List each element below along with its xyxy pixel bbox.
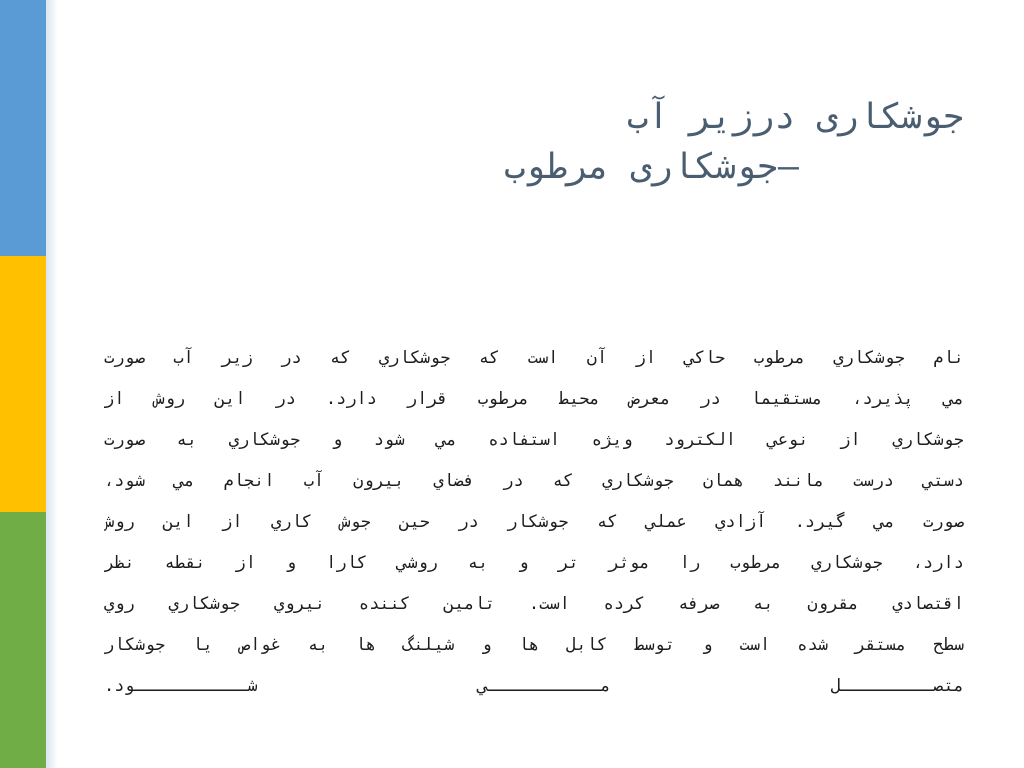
side-bar-shadow xyxy=(46,0,58,768)
body-line: صورت مي گيرد. آزادي عملي كه جوشكار در حين جوش كاري از اين روش xyxy=(104,512,964,532)
side-band-green xyxy=(0,512,46,768)
body-line: دارد، جوشكاري مرطوب را موثر تر و به روشي كارا و از نقطه نظر xyxy=(104,553,964,573)
title-line-2: –جوشکاری مرطوب xyxy=(503,147,799,187)
body-line: مي پذيرد، مستقيما در معرض محيط مرطوب قرار دارد. در اين روش از xyxy=(104,389,964,409)
body-line: دستي درست مانند همان جوشكاري كه در فضاي بيرون آب انجام مي شود، xyxy=(104,471,964,491)
body-line: متصـــــــــل مـــــــــــي شـــــــــــود. xyxy=(104,676,964,696)
decorative-side-bar xyxy=(0,0,46,768)
side-band-blue xyxy=(0,0,46,256)
side-band-yellow xyxy=(0,256,46,512)
body-line: اقتصادي مقرون به صرفه كرده است. تامين كننده نيروي جوشكاري روي xyxy=(104,594,964,614)
slide-title xyxy=(300,92,964,192)
slide-body-text xyxy=(104,338,964,707)
title-line-1: جوشکاری درزیر آب xyxy=(626,97,964,137)
body-line: جوشكاري از نوعي الكترود ويژه استفاده مي شود و جوشكاري به صورت xyxy=(104,430,964,450)
body-line: سطح مستقر شده است و توسط كابل ها و شيلنگ ها به غواص يا جوشكار xyxy=(104,635,964,655)
body-line: نام جوشكاري مرطوب حاكي از آن است كه جوشكاري كه در زير آب صورت xyxy=(104,348,964,368)
